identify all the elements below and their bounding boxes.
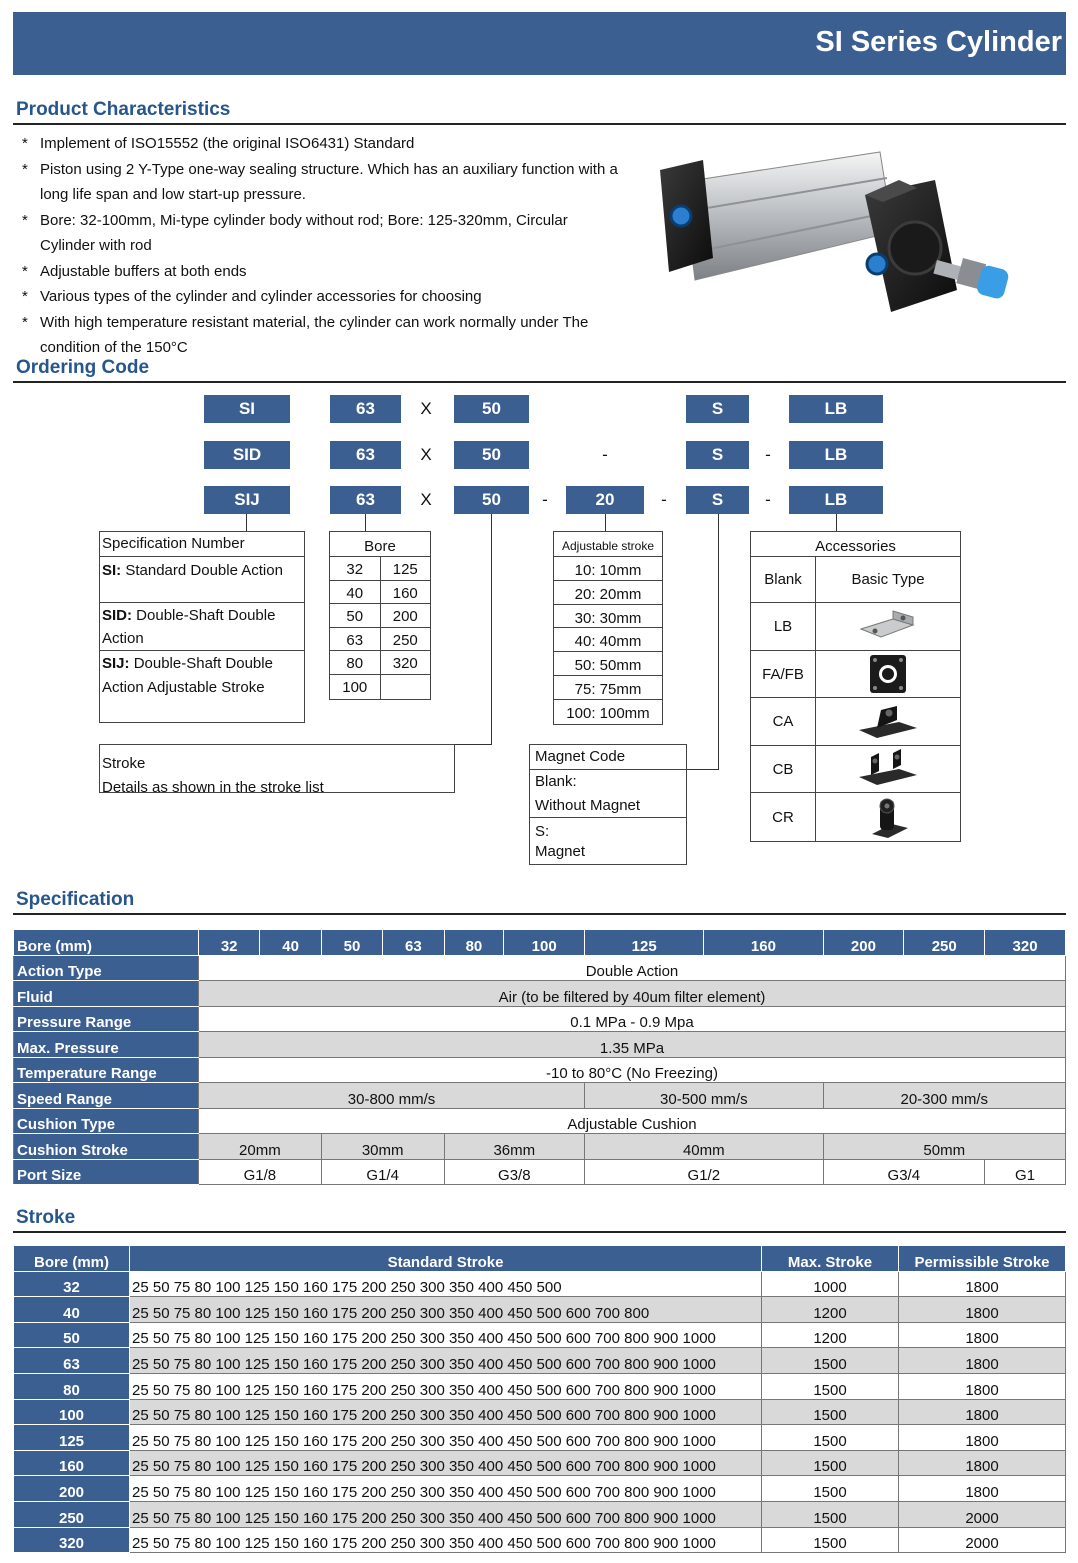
accessory-row-cb: CB [751, 746, 960, 793]
bore-value: 32 [330, 557, 381, 580]
table-row [330, 675, 430, 699]
bore-cell: 125 [585, 930, 704, 956]
bore-rows [330, 557, 430, 699]
code-magnet: S [686, 395, 749, 423]
table-row [14, 1159, 1066, 1185]
bore-value: 100 [330, 675, 381, 699]
table-cell: 30mm [321, 1134, 444, 1160]
list-item: * Adjustable buffers at both ends [22, 262, 247, 280]
code-separator: - [765, 490, 771, 509]
column-header: Max. Stroke [762, 1246, 899, 1272]
stroke-table [13, 1245, 1066, 1553]
table-cell: G1/8 [199, 1159, 322, 1185]
table-row [330, 557, 430, 581]
permissible-stroke-cell: 2000 [899, 1501, 1066, 1527]
accessory-row-fa-fb: FA/FB [751, 651, 960, 698]
table-row [14, 1501, 1066, 1527]
permissible-stroke-cell: 1800 [899, 1348, 1066, 1374]
max-stroke-cell: 1500 [762, 1425, 899, 1451]
table-row: 40: 40mm [554, 628, 662, 652]
bore-cell: 200 [823, 930, 904, 956]
table-row [14, 1527, 1066, 1553]
table-row [14, 1476, 1066, 1502]
bore-cell: 32 [14, 1271, 130, 1297]
table-row: SID: Double-Shaft Double Action [100, 603, 304, 651]
row-label: Speed Range [14, 1083, 199, 1109]
code-accessory: LB [789, 486, 883, 514]
standard-stroke-cell: 25 50 75 80 100 125 150 160 175 200 250 300 350 400 450 500 600 700 800 900 1000 [130, 1348, 762, 1374]
table-header: Accessories [751, 532, 960, 557]
bore-cell: 40 [14, 1297, 130, 1323]
table-row [330, 604, 430, 628]
accessory-row-lb: LB [751, 603, 960, 651]
bore-value: 320 [392, 655, 418, 673]
accessory-row-ca: CA [751, 698, 960, 746]
bore-cell: 320 [14, 1527, 130, 1553]
permissible-stroke-cell: 1800 [899, 1322, 1066, 1348]
bore-cell: 80 [14, 1373, 130, 1399]
standard-stroke-cell: 25 50 75 80 100 125 150 160 175 200 250 300 350 400 450 500 600 700 800 900 1000 [130, 1476, 762, 1502]
bore-value: 250 [392, 631, 418, 649]
stroke-note-box [99, 744, 455, 796]
permissible-stroke-cell: 1800 [899, 1271, 1066, 1297]
table-cell: Adjustable Cushion [199, 1108, 1066, 1134]
rod-clevis-icon [858, 794, 918, 840]
code-accessory: LB [789, 441, 883, 469]
table-cell: 20-300 mm/s [823, 1083, 1065, 1109]
code-bore: 63 [330, 395, 401, 423]
bore-cell: 320 [985, 930, 1066, 956]
table-row [14, 1032, 1066, 1058]
table-row: SI: Standard Double Action [100, 557, 304, 603]
accessories-table [750, 531, 961, 842]
row-label: Bore (mm) [14, 930, 199, 956]
table-cell: 40mm [585, 1134, 823, 1160]
bore-cell: 100 [504, 930, 585, 956]
table-cell: 30-500 mm/s [585, 1083, 823, 1109]
bore-value: 63 [330, 628, 381, 651]
bore-value: 200 [392, 608, 418, 626]
bore-cell: 32 [199, 930, 260, 956]
table-row: SIJ: Double-Shaft Double Action Adjustable Stroke [102, 655, 273, 696]
bore-cell: 160 [704, 930, 823, 956]
bore-cell: 50 [321, 930, 382, 956]
characteristics-title: Product Characteristics [16, 99, 231, 120]
table-cell: -10 to 80°C (No Freezing) [199, 1057, 1066, 1083]
bore-cell: 250 [14, 1501, 130, 1527]
table-row [330, 581, 430, 605]
list-item: * Bore: 32-100mm, Mi-type cylinder body without rod; Bore: 125-320mm, Circular Cylinder with rod [22, 211, 568, 254]
list-item: * Various types of the cylinder and cylinder accessories for choosing [22, 288, 482, 305]
code-bore: 63 [330, 441, 401, 469]
bore-cell: 125 [14, 1425, 130, 1451]
bore-cell: 80 [444, 930, 504, 956]
row-label: Port Size [14, 1159, 199, 1185]
max-stroke-cell: 1500 [762, 1450, 899, 1476]
table-row: 30: 30mm [554, 605, 662, 629]
code-separator: - [765, 445, 771, 464]
bore-value: 50 [330, 604, 381, 627]
code-separator: X [420, 490, 432, 509]
table-row [14, 1108, 1066, 1134]
bore-cell: 160 [14, 1450, 130, 1476]
table-row [14, 1399, 1066, 1425]
row-label: Temperature Range [14, 1057, 199, 1083]
standard-stroke-cell: 25 50 75 80 100 125 150 160 175 200 250 300 350 400 450 500 600 700 800 [130, 1297, 762, 1323]
table-row [14, 1322, 1066, 1348]
table-row [14, 1083, 1066, 1109]
bore-cell: 40 [260, 930, 321, 956]
table-cell: 0.1 MPa - 0.9 Mpa [199, 1006, 1066, 1032]
table-header: Magnet Code [530, 745, 686, 770]
standard-stroke-cell: 25 50 75 80 100 125 150 160 175 200 250 300 350 400 450 500 600 700 800 900 1000 [130, 1373, 762, 1399]
table-row [14, 1006, 1066, 1032]
list-item: * Piston using 2 Y-Type one-way sealing structure. Which has an auxiliary function with a long life span and low start-up pressure. [22, 160, 618, 203]
code-separator: X [420, 399, 432, 418]
bore-cell: 50 [14, 1322, 130, 1348]
section-divider [13, 123, 1066, 125]
max-stroke-cell: 1200 [762, 1297, 899, 1323]
bore-cell: 63 [14, 1348, 130, 1374]
code-model: SI [204, 395, 290, 423]
spec-number-table [99, 531, 305, 723]
table-row [14, 1297, 1066, 1323]
code-stroke: 50 [454, 395, 529, 423]
table-cell: Air (to be filtered by 40um filter element) [199, 981, 1066, 1007]
permissible-stroke-cell: 1800 [899, 1297, 1066, 1323]
row-label: Fluid [14, 981, 199, 1007]
row-label: Pressure Range [14, 1006, 199, 1032]
flange-icon [858, 652, 918, 696]
table-row [14, 981, 1066, 1007]
code-magnet: S [686, 441, 749, 469]
table-row [330, 628, 430, 652]
max-stroke-cell: 1200 [762, 1322, 899, 1348]
accessory-row-cr: CR [751, 793, 960, 841]
max-stroke-cell: 1500 [762, 1399, 899, 1425]
single-clevis-icon [853, 700, 923, 744]
permissible-stroke-cell: 1800 [899, 1476, 1066, 1502]
standard-stroke-cell: 25 50 75 80 100 125 150 160 175 200 250 300 350 400 450 500 600 700 800 900 1000 [130, 1527, 762, 1553]
max-stroke-cell: 1500 [762, 1527, 899, 1553]
bore-value: 160 [392, 584, 418, 602]
section-divider [13, 913, 1066, 915]
table-row: 10: 10mm [554, 557, 662, 581]
standard-stroke-cell: 25 50 75 80 100 125 150 160 175 200 250 300 350 400 450 500 600 700 800 900 1000 [130, 1450, 762, 1476]
table-row: 75: 75mm [554, 676, 662, 700]
table-row [14, 1425, 1066, 1451]
row-label: Action Type [14, 955, 199, 981]
column-header: Standard Stroke [130, 1246, 762, 1272]
table-cell: Double Action [199, 955, 1066, 981]
bore-value: 125 [392, 561, 418, 578]
max-stroke-cell: 1500 [762, 1476, 899, 1502]
connector-line [491, 514, 492, 744]
characteristics-list [20, 131, 620, 361]
stroke-note-text: Details as shown in the stroke list [102, 779, 324, 796]
table-row [14, 955, 1066, 981]
bore-value: 40 [330, 581, 381, 604]
table-row: Blank: Without Magnet [530, 770, 686, 818]
table-cell: 50mm [823, 1134, 1065, 1160]
standard-stroke-cell: 25 50 75 80 100 125 150 160 175 200 250 300 350 400 450 500 600 700 800 900 1000 [130, 1322, 762, 1348]
code-adjustable-stroke: 20 [566, 486, 644, 514]
ordering-title: Ordering Code [16, 357, 150, 378]
permissible-stroke-cell: 1800 [899, 1399, 1066, 1425]
table-cell: G3/8 [444, 1159, 585, 1185]
code-accessory: LB [789, 395, 883, 423]
standard-stroke-cell: 25 50 75 80 100 125 150 160 175 200 250 300 350 400 450 500 600 700 800 900 1000 [130, 1425, 762, 1451]
table-row [14, 1057, 1066, 1083]
table-cell: 1.35 MPa [199, 1032, 1066, 1058]
code-bore: 63 [330, 486, 401, 514]
table-header: Adjustable stroke [554, 532, 662, 557]
bore-cell: 100 [14, 1399, 130, 1425]
list-item: * With high temperature resistant material, the cylinder can work normally under The condition of the 150°C [22, 313, 589, 356]
table-row [14, 1373, 1066, 1399]
foot-bracket-icon [853, 607, 923, 647]
table-row [14, 1271, 1066, 1297]
bore-cell: 63 [383, 930, 444, 956]
page-title: SI Series Cylinder [815, 26, 1062, 58]
table-cell: 30-800 mm/s [199, 1083, 585, 1109]
column-header: Bore (mm) [14, 1246, 130, 1272]
bore-value [381, 675, 431, 699]
table-cell: 36mm [444, 1134, 585, 1160]
code-stroke: 50 [454, 486, 529, 514]
magnet-code-table [529, 744, 687, 865]
connector-line [718, 514, 719, 769]
connector-line [365, 514, 366, 531]
code-stroke: 50 [454, 441, 529, 469]
connector-line [454, 744, 492, 745]
max-stroke-cell: 1500 [762, 1348, 899, 1374]
permissible-stroke-cell: 1800 [899, 1450, 1066, 1476]
header-banner [13, 12, 1066, 75]
code-separator: - [542, 490, 548, 509]
table-row: 20: 20mm [554, 581, 662, 605]
bore-value: 80 [330, 651, 381, 674]
max-stroke-cell: 1500 [762, 1501, 899, 1527]
code-model: SID [204, 441, 290, 469]
table-row: Blank Basic Type [751, 557, 960, 603]
standard-stroke-cell: 25 50 75 80 100 125 150 160 175 200 250 300 350 400 450 500 600 700 800 900 1000 [130, 1501, 762, 1527]
table-row [14, 1450, 1066, 1476]
max-stroke-cell: 1500 [762, 1373, 899, 1399]
bore-cell: 250 [904, 930, 985, 956]
code-separator: X [420, 445, 432, 464]
standard-stroke-cell: 25 50 75 80 100 125 150 160 175 200 250 300 350 400 450 500 600 700 800 900 1000 [130, 1399, 762, 1425]
table-header: Specification Number [100, 532, 304, 557]
permissible-stroke-cell: 1800 [899, 1373, 1066, 1399]
table-cell: G1/2 [585, 1159, 823, 1185]
cylinder-product-image [655, 140, 1035, 340]
table-cell: 20mm [199, 1134, 322, 1160]
row-label: Cushion Type [14, 1108, 199, 1134]
permissible-stroke-cell: 1800 [899, 1425, 1066, 1451]
table-row: 50: 50mm [554, 652, 662, 676]
connector-line [605, 514, 606, 531]
stroke-note-title: Stroke [102, 755, 146, 772]
stroke-title: Stroke [16, 1207, 76, 1228]
table-header: Bore [330, 532, 430, 557]
list-item: * Implement of ISO15552 (the original ISO6431) Standard [22, 135, 415, 152]
row-label: Max. Pressure [14, 1032, 199, 1058]
table-row [14, 930, 1066, 956]
double-clevis-icon [853, 747, 923, 791]
code-separator: - [602, 445, 608, 464]
permissible-stroke-cell: 2000 [899, 1527, 1066, 1553]
max-stroke-cell: 1000 [762, 1271, 899, 1297]
section-divider [13, 1231, 1066, 1233]
connector-line [686, 769, 719, 770]
specification-table [13, 929, 1066, 1185]
connector-line [836, 514, 837, 531]
table-cell: G3/4 [823, 1159, 985, 1185]
table-row [330, 651, 430, 675]
code-magnet: S [686, 486, 749, 514]
column-header: Permissible Stroke [899, 1246, 1066, 1272]
code-model: SIJ [204, 486, 290, 514]
adjustable-stroke-rows [554, 557, 662, 724]
table-row [14, 1348, 1066, 1374]
table-row [14, 1134, 1066, 1160]
table-row: 100: 100mm [566, 704, 650, 722]
table-row: S: Magnet [535, 823, 586, 860]
table-row [14, 1246, 1066, 1272]
standard-stroke-cell: 25 50 75 80 100 125 150 160 175 200 250 300 350 400 450 500 [130, 1271, 762, 1297]
specification-title: Specification [16, 889, 135, 910]
connector-line [246, 514, 247, 531]
table-cell: G1 [985, 1159, 1066, 1185]
adjustable-stroke-table [553, 531, 663, 725]
section-divider [13, 381, 1066, 383]
bore-table [329, 531, 431, 700]
bore-cell: 200 [14, 1476, 130, 1502]
row-label: Cushion Stroke [14, 1134, 199, 1160]
table-cell: G1/4 [321, 1159, 444, 1185]
code-separator: - [661, 490, 667, 509]
